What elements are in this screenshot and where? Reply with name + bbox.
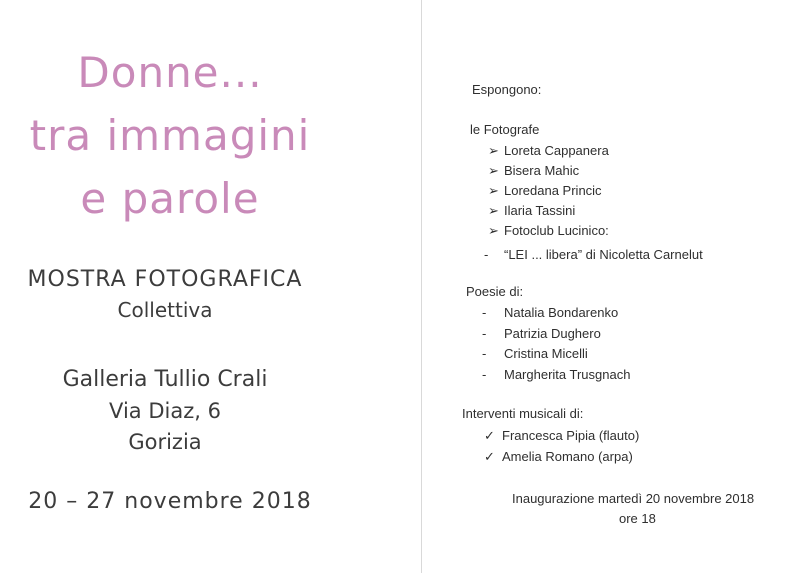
title-line-3: e parole: [80, 174, 260, 223]
title-line-2: tra immagini: [29, 111, 311, 160]
list-item: [482, 305, 618, 320]
arrow-icon: ➢: [488, 163, 499, 178]
inauguration-time: ore 18: [619, 511, 656, 526]
check-icon: ✓: [484, 428, 495, 443]
dash-marker: -: [484, 247, 489, 262]
poet-name: Cristina Micelli: [504, 346, 588, 361]
photographer-name: Bisera Mahic: [504, 163, 580, 178]
photographer-name: Fotoclub Lucinico:: [504, 223, 609, 238]
poet-name: Natalia Bondarenko: [504, 305, 619, 320]
list-item: [488, 203, 575, 219]
list-item: [484, 449, 633, 465]
arrow-icon: ➢: [488, 223, 499, 238]
list-item: [484, 428, 639, 444]
list-item: [488, 163, 579, 179]
list-item: [488, 183, 602, 199]
check-icon: ✓: [484, 449, 495, 464]
venue-name: Galleria Tullio Crali: [62, 367, 268, 392]
title-line-1: Donne...: [77, 48, 263, 97]
photographer-name: Loreta Cappanera: [504, 143, 609, 158]
dash-marker: -: [482, 305, 487, 320]
musician-name: Amelia Romano (arpa): [502, 449, 633, 464]
dash-marker: -: [482, 326, 487, 341]
photographer-name: Loredana Princic: [504, 183, 602, 198]
venue-address: Via Diaz, 6: [109, 399, 221, 423]
poet-name: Patrizia Dughero: [504, 326, 601, 341]
list-item: [482, 326, 601, 341]
fotoclub-note: “LEI ... libera” di Nicoletta Carnelut: [504, 247, 703, 262]
exhibition-dates: 20 – 27 novembre 2018: [28, 489, 312, 514]
music-heading: Interventi musicali di:: [462, 406, 584, 421]
poet-name: Margherita Trusgnach: [504, 367, 631, 382]
exhibition-kind: Collettiva: [117, 298, 213, 322]
dash-marker: -: [482, 346, 487, 361]
intro-heading: Espongono:: [472, 82, 542, 97]
venue-city: Gorizia: [128, 430, 202, 454]
arrow-icon: ➢: [488, 143, 499, 158]
list-item: [488, 223, 609, 239]
list-item: [482, 367, 630, 382]
arrow-icon: ➢: [488, 203, 499, 218]
photographers-heading: le Fotografe: [470, 122, 540, 137]
musician-name: Francesca Pipia (flauto): [502, 428, 640, 443]
list-item: [488, 143, 609, 159]
poetry-heading: Poesie di:: [466, 284, 524, 299]
exhibition-type: MOSTRA FOTOGRAFICA: [27, 267, 303, 292]
right-panel: [422, 0, 800, 573]
list-item: [484, 247, 703, 262]
inauguration-text: Inaugurazione martedì 20 novembre 2018: [512, 491, 755, 506]
photographer-name: Ilaria Tassini: [504, 203, 576, 218]
list-item: [482, 346, 588, 361]
arrow-icon: ➢: [488, 183, 499, 198]
dash-marker: -: [482, 367, 487, 382]
